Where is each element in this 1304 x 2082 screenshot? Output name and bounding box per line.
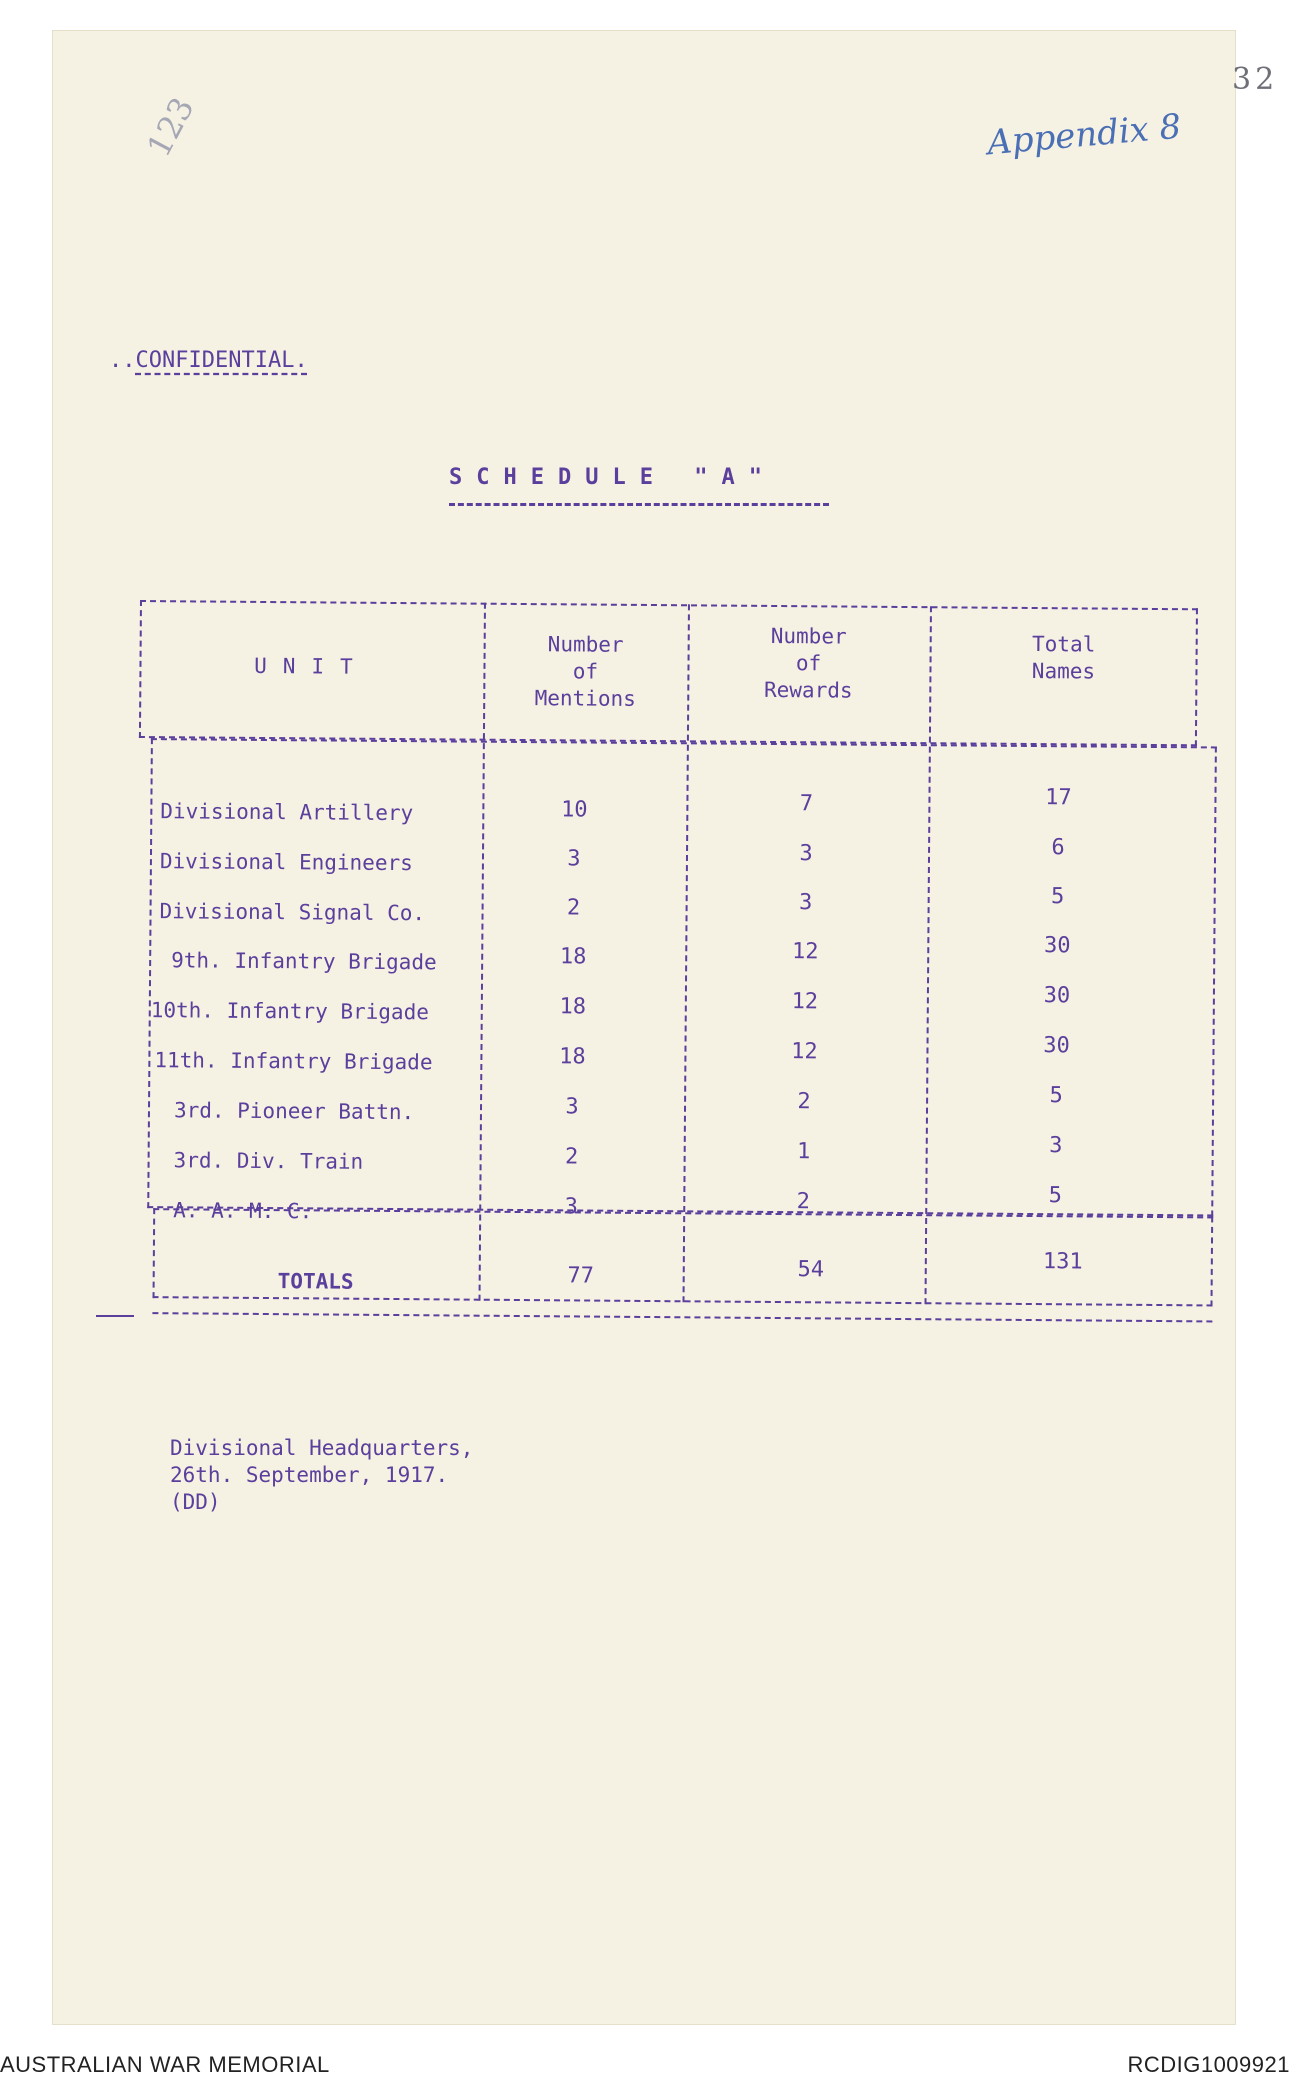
document-page [52, 30, 1279, 2025]
column-header-rewards: Number of Rewards [763, 623, 853, 703]
title-underline [449, 503, 829, 506]
mentions-value: 18 [559, 994, 587, 1020]
rewards-value: 7 [799, 791, 814, 817]
mentions-value: 10 [561, 797, 588, 823]
total-value: 30 [1043, 983, 1071, 1009]
mentions-value: 2 [566, 895, 581, 921]
classification-text: CONFIDENTIAL. [135, 348, 308, 373]
signature-block [170, 1435, 473, 1516]
mentions-value: 3 [564, 1194, 578, 1220]
total-value: 3 [1049, 1133, 1063, 1159]
rewards-value: 12 [791, 939, 819, 965]
total-value: 30 [1043, 1033, 1070, 1059]
total-value: 5 [1048, 1183, 1063, 1209]
appendix-annotation: Appendix 8 [985, 106, 1183, 164]
archive-id: RCDIG1009921 [1127, 2052, 1290, 2077]
unit-name: 3rd. Pioneer Battn. [173, 1098, 415, 1125]
total-value: 5 [1050, 884, 1065, 910]
mentions-value: 18 [559, 944, 587, 970]
rewards-value: 2 [796, 1189, 811, 1215]
unit-name: 9th. Infantry Brigade [171, 948, 437, 975]
table-bottom-rule [152, 1312, 1212, 1322]
totals-total: 131 [1042, 1249, 1083, 1275]
unit-name: 10th. Infantry Brigade [150, 998, 430, 1025]
rewards-value: 2 [797, 1089, 811, 1115]
unit-name: Divisional Engineers [159, 849, 413, 876]
totals-rewards: 54 [797, 1257, 825, 1283]
total-value: 5 [1049, 1083, 1063, 1109]
footer-line: (DD) [170, 1490, 221, 1514]
mentions-value: 18 [559, 1044, 586, 1070]
schedule-table [134, 600, 1190, 1343]
total-value: 30 [1043, 933, 1071, 959]
column-header-mentions: Number of Mentions [534, 632, 636, 711]
column-header-unit: UNIT [254, 653, 369, 679]
rewards-value: 12 [791, 989, 819, 1015]
totals-label: TOTALS [277, 1269, 354, 1294]
pencil-number: 123 [139, 91, 202, 163]
rewards-value: 1 [796, 1139, 811, 1165]
rewards-value: 3 [798, 890, 813, 916]
margin-dash [96, 1315, 134, 1317]
unit-name: A. A. M. C. [173, 1198, 313, 1224]
unit-name: Divisional Artillery [160, 799, 414, 826]
total-value: 17 [1045, 785, 1072, 811]
footer-line: Divisional Headquarters, [170, 1436, 474, 1460]
rewards-value: 3 [799, 841, 813, 867]
rewards-value: 12 [791, 1039, 818, 1065]
mentions-value: 2 [564, 1144, 579, 1170]
unit-name: Divisional Signal Co. [159, 899, 426, 926]
schedule-title: SCHEDULE "A" [449, 465, 776, 490]
archive-caption: AUSTRALIAN WAR MEMORIAL [0, 2052, 330, 2077]
folio-number: 32 [1232, 62, 1279, 97]
column-header-total: Total Names [1031, 632, 1096, 684]
unit-name: 3rd. Div. Train [173, 1148, 364, 1174]
unit-name: 11th. Infantry Brigade [154, 1048, 433, 1075]
mentions-value: 3 [567, 846, 581, 872]
total-value: 6 [1051, 835, 1065, 861]
footer-line: 26th. September, 1917. [170, 1463, 449, 1487]
totals-mentions: 77 [567, 1263, 595, 1289]
mentions-value: 3 [565, 1094, 579, 1120]
classification-label: ..CONFIDENTIAL. [109, 348, 308, 373]
